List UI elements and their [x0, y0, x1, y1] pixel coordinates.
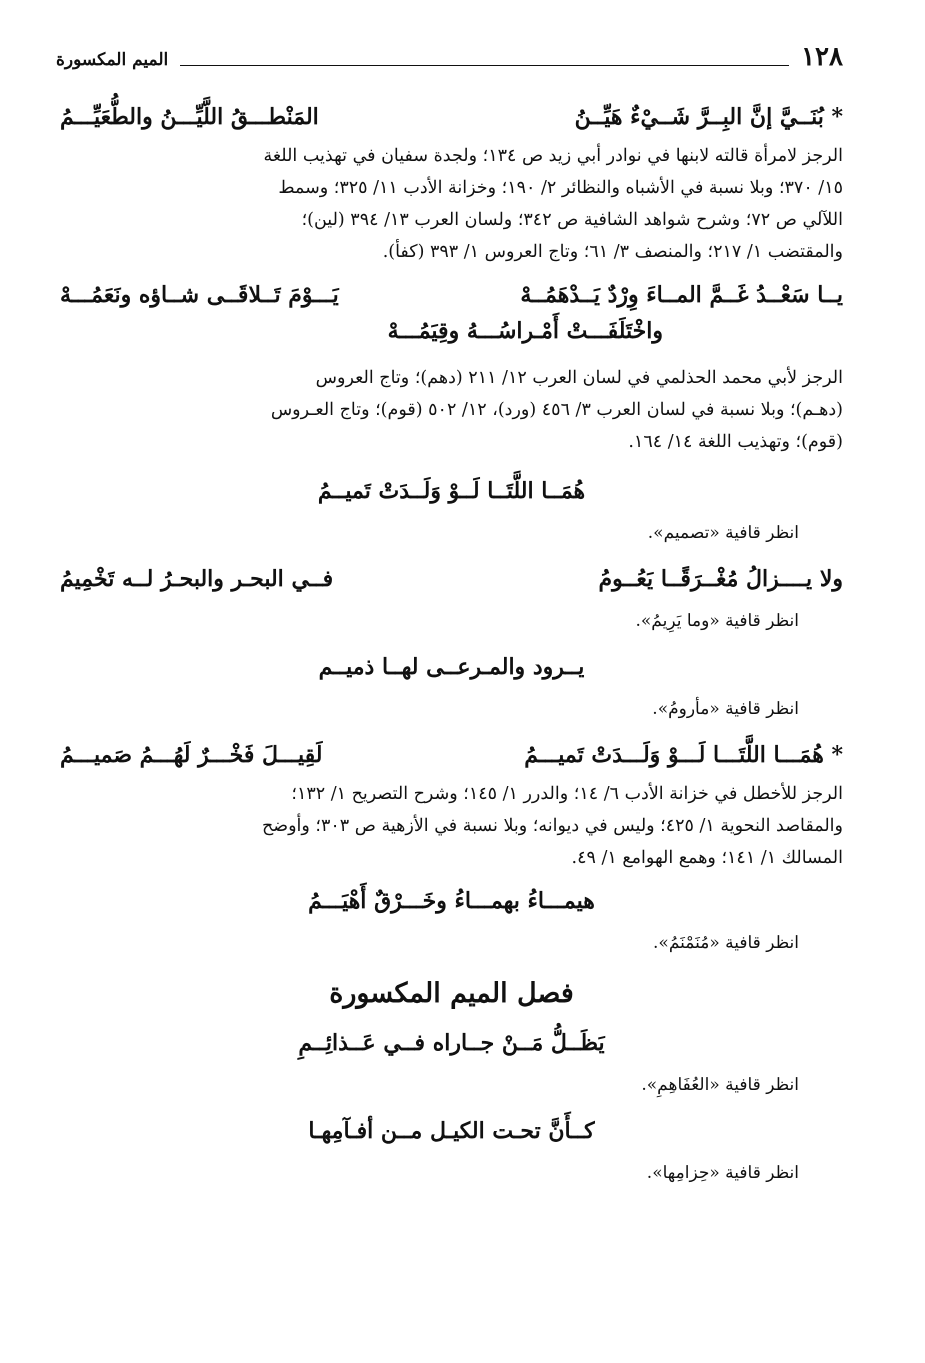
page-header: [56, 38, 843, 72]
verse: هُمَــا اللَّتَــا لَــوْ وَلَــدَتْ تَميــمُ: [317, 478, 586, 504]
note-line: الرجز لأبي محمد الحذلمي في لسان العرب ١٢/ ٢١١ (دهم)؛ وتاج العروس: [315, 368, 843, 388]
citation-note: [60, 140, 843, 268]
verse-second-hemistich: فــي البحـر والبحـرُ لــه تَخْمِيمُ: [60, 566, 334, 592]
note-line: الرجز لامرأة قالته لابنها في نوادر أبي زيد ص ١٣٤؛ ولجدة سفيان في تهذيب اللغة: [263, 146, 843, 166]
note-line: ١٥/ ٣٧٠؛ وبلا نسبة في الأشباه والنظائر ٢/ ١٩٠؛ وخزانة الأدب ١١/ ٣٢٥؛ وسمط: [278, 178, 843, 198]
verse-second-hemistich: لَقِيـــلَ فَخْـــرٌ لَهُـــمُ صَميـــمُ: [60, 742, 323, 768]
running-title: الميم المكسورة: [56, 50, 169, 70]
note-line: الرجز للأخطل في خزانة الأدب ٦/ ١٤؛ والدرر ١/ ١٤٥؛ وشرح التصريح ١/ ١٣٢؛: [291, 784, 843, 804]
verse-first-hemistich: ولا يــــزالُ مُغْــرَقًــا يَعُــومُ: [598, 566, 843, 592]
verse: [60, 96, 843, 138]
verse-first-hemistich: * هُمَـــا اللَّتَـــا لَـــوْ وَلَـــدَتْ تَميـــمُ: [524, 742, 843, 768]
cross-reference: انظر قافية «مأرومُ».: [652, 699, 799, 719]
header-rule: [180, 65, 789, 66]
cross-reference: انظر قافية «حِزامِها».: [646, 1163, 799, 1183]
verse-second-hemistich: يَـــوْمَ تَــلاقَــى شــاؤه ونَعَمُـــهْ: [60, 282, 339, 308]
note-line: (دهـم)؛ وبلا نسبة في لسان العرب ٣/ ٤٥٦ (ورد)، ١٢/ ٥٠٢ (قوم)؛ وتاج العـروس: [270, 400, 843, 420]
note-line: (قوم)؛ وتهذيب اللغة ١٤/ ١٦٤.: [628, 432, 843, 452]
verse: كــأَنَّ تحـت الكيـل مــن أفـآمِهـا: [308, 1118, 595, 1144]
citation-note: [60, 362, 843, 458]
verse-first-hemistich: * بُنَــيَّ إنَّ البِــرَّ شَــيْءٌ هَيِّــنُ: [574, 104, 843, 130]
verse: [60, 734, 843, 776]
verse-second-hemistich: المَنْطـــقُ اللَّيِّـــنُ والطُّعَيِّـــمُ: [60, 104, 319, 130]
page-content: [60, 96, 843, 1198]
verse-continuation: واخْتَلَفَـــتْ أَمْـراسُـــهُ وقِيَمُـــهْ: [387, 318, 663, 344]
note-line: والمقاصد النحوية ١/ ٤٢٥؛ وليس في ديوانه؛ وبلا نسبة في الأزهية ص ٣٠٣؛ وأوضح: [261, 816, 843, 836]
verse: يَظَــلُّ مَــنْ جــاراه فــي عَــذائِــمِ: [298, 1030, 605, 1056]
note-line: والمقتضب ١/ ٢١٧؛ والمنصف ٣/ ٦١؛ وتاج العروس ١/ ٣٩٣ (كفأ).: [382, 242, 843, 262]
cross-reference: انظر قافية «مُنَمْنَمُ».: [653, 933, 799, 953]
verse: يــرود والمـرعــى لهــا ذميــم: [318, 654, 585, 680]
verse: [60, 558, 843, 600]
note-line: المسالك ١/ ١٤١؛ وهمع الهوامع ١/ ٤٩.: [571, 848, 843, 868]
note-line: اللآلي ص ٧٢؛ وشرح شواهد الشافية ص ٣٤٢؛ ولسان العرب ١٣/ ٣٩٤ (لين)؛: [301, 210, 843, 230]
cross-reference: انظر قافية «وما يَرِيمُ».: [635, 611, 799, 631]
citation-note: [60, 778, 843, 874]
page-number: ١٢٨: [801, 42, 843, 72]
cross-reference: انظر قافية «العُفَاهِمِ».: [641, 1075, 799, 1095]
cross-reference: انظر قافية «تصميم».: [647, 523, 799, 543]
verse: هيمـــاءُ بهمـــاءُ وخَـــرْقٌ أَهْيَـــمُ: [308, 888, 595, 914]
verse-first-hemistich: يــا سَعْــدُ غَــمَّ المــاءَ وِرْدٌ يَــدْهَمُــهْ: [520, 282, 843, 308]
verse: [60, 274, 843, 316]
section-heading: فصل الميم المكسورة: [329, 978, 574, 1009]
